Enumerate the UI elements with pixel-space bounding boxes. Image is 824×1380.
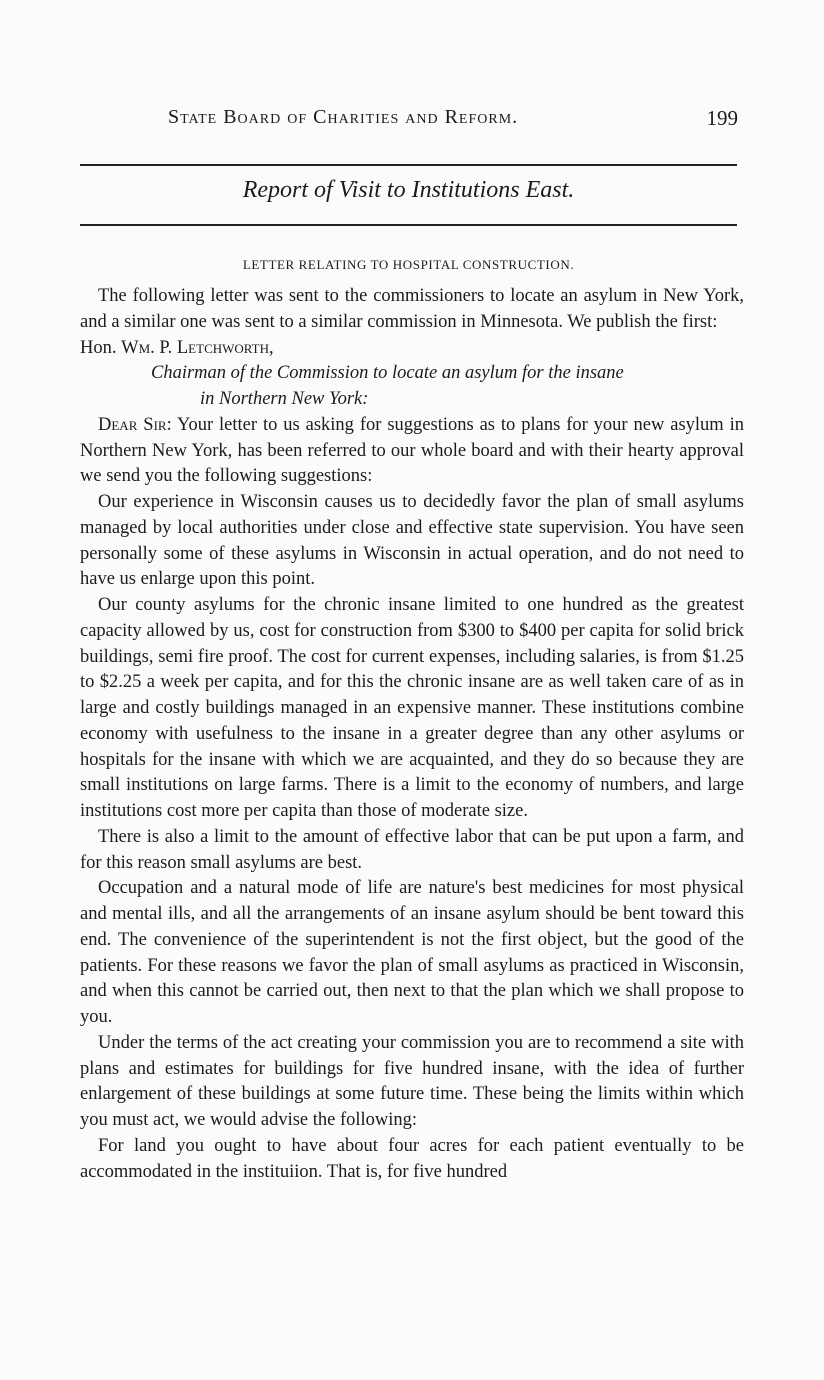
- page-number: 199: [706, 106, 738, 130]
- salutation: Dear Sir:: [98, 415, 172, 436]
- paragraph-1: [80, 413, 744, 490]
- bottom-rule: [80, 224, 737, 226]
- addressee: [80, 336, 744, 362]
- paragraph-6: Under the terms of the act creating your commission you are to recommend a site with plans and estimates for buildings for five hundred insane, with the idea of further enlargement of these buildings at some future time. These being the limits within which you must act, we would advise the following:: [80, 1032, 744, 1130]
- paragraph-2: Our experience in Wisconsin causes us to decidedly favor the plan of small asylums managed by local authorities under close and effective state supervision. You have seen personally some of these asylums in Wisconsin in actual operation, and do not need to have us enlarge upon this point.: [80, 492, 744, 590]
- letter-heading: LETTER RELATING TO HOSPITAL CONSTRUCTION.: [242, 257, 575, 272]
- top-rule: [80, 164, 737, 166]
- paragraph-4: There is also a limit to the amount of effective labor that can be put upon a farm, and for this reason small asylums are best.: [80, 826, 744, 873]
- letter-body: [80, 284, 744, 1185]
- addressee-title-line2: in Northern New York:: [200, 389, 369, 410]
- paragraph-5: Occupation and a natural mode of life are nature's best medicines for most physical and mental ills, and all the arrangements of an insane asylum should be bent toward this end. The convenience of the superintendent is not the first object, but the good of the patients. For these reasons we favor the plan of small asylums as practiced in Wisconsin, and when this cannot be carried out, then next to that the plan which we shall propose to you.: [80, 878, 744, 1027]
- addressee-prefix: Hon.: [80, 337, 122, 358]
- paragraph-3: Our county asylums for the chronic insane limited to one hundred as the greatest capacity allowed by us, cost for construction from $300 to $400 per capita for solid brick buildings, semi fire proof. The cost for current expenses, including salaries, is from $1.25 to $2.25 a week per capita, and for this the chronic insane are as well taken care of as in large and costly buildings managed in an expensive manner. These institutions combine economy with usefulness to the insane in a greater degree than any other asylums or hospitals for the insane with which we are acquainted, and they do so because they are small institutions on large farms. There is a limit to the economy of numbers, and large institutions cost more per capita than those of moderate size.: [80, 595, 744, 821]
- addressee-title: [80, 361, 744, 412]
- paragraph-7: For land you ought to have about four acres for each patient eventually to be accommodated in the instituiion. That is, for five hundred: [80, 1135, 744, 1182]
- running-title: State Board of Charities and Reform.: [168, 106, 519, 128]
- addressee-name: Wm. P. Letchworth,: [121, 337, 274, 358]
- intro-paragraph: The following letter was sent to the commissioners to locate an asylum in New York, and a similar one was sent to a similar commission in Minnesota. We publish the first:: [80, 286, 744, 332]
- section-title: Report of Visit to Institutions East.: [242, 177, 575, 203]
- paragraph-1-text: Your letter to us asking for suggestions as to plans for your new asylum in Northern New York, has been referred to our whole board and with their hearty approval we send you the following suggestions:: [80, 415, 744, 487]
- addressee-title-line1: Chairman of the Commission to locate an asylum for the insane: [151, 363, 624, 384]
